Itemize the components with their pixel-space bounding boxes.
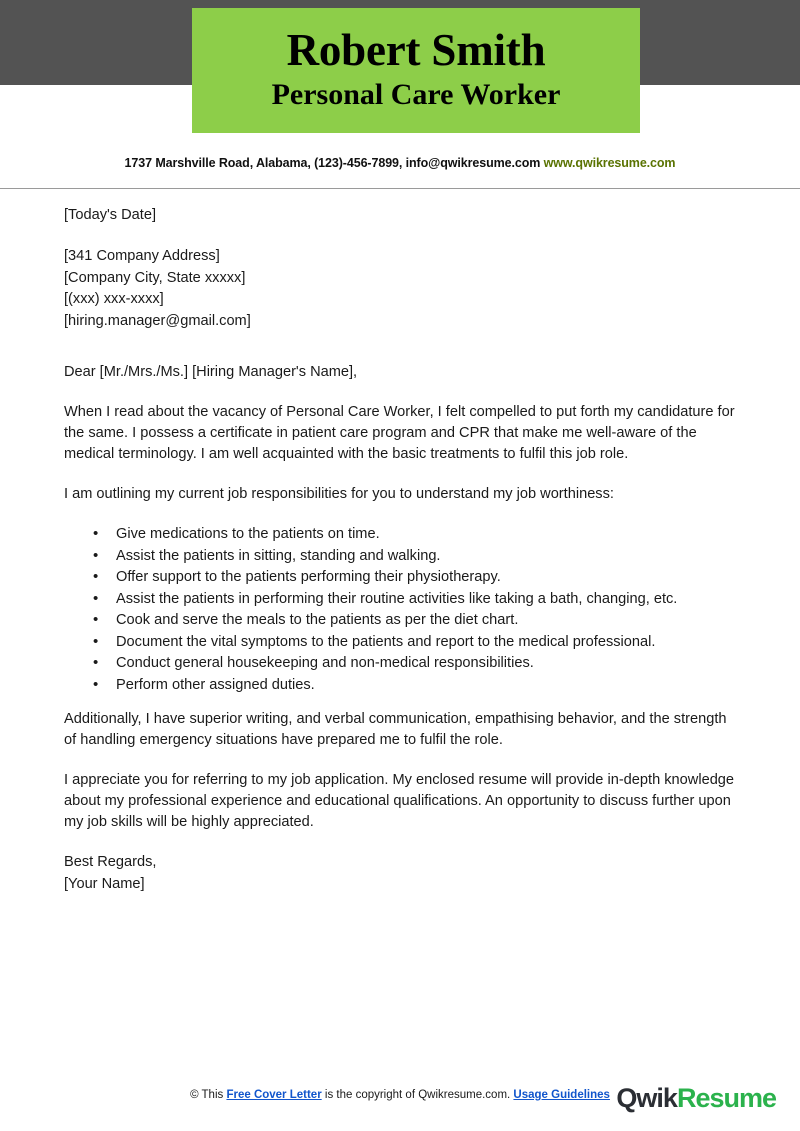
qwikresume-logo[interactable]	[616, 1083, 776, 1114]
address-line: [Company City, State xxxxx]	[64, 269, 246, 286]
duties-list	[64, 524, 736, 696]
recipient-address-block	[64, 246, 736, 332]
page-title: Robert Smith	[286, 25, 546, 76]
signoff-text: Best Regards,	[64, 854, 157, 870]
salutation: Dear [Mr./Mrs./Ms.] [Hiring Manager's Name],	[64, 364, 358, 380]
address-line: [(xxx) xxx-xxxx]	[64, 291, 164, 307]
address-line: [hiring.manager@gmail.com]	[64, 312, 251, 329]
contact-details-text: 1737 Marshville Road, Alabama, (123)-456-7899, info@qwikresume.com	[124, 156, 541, 170]
name-title-block	[192, 8, 640, 133]
signoff-block	[64, 852, 736, 895]
list-item: • Document the vital symptoms to the patients and report to the medical professional.	[64, 632, 736, 654]
usage-guidelines-link[interactable]: Usage Guidelines	[513, 1089, 610, 1101]
list-item: • Conduct general housekeeping and non-medical responsibilities.	[64, 653, 736, 675]
document-header	[0, 0, 800, 188]
intro-paragraph: When I read about the vacancy of Personal Care Worker, I felt compelled to put forth my candidature for the same. I possess a certificate in patient care program and CPR that make me well-aware of the medical terminology. I am well acquainted with the basic treatments to fulfil this job role.	[64, 404, 735, 462]
free-cover-letter-link[interactable]: Free Cover Letter	[226, 1089, 322, 1101]
header-divider	[0, 188, 800, 189]
closing-paragraph: I appreciate you for referring to my job application. My enclosed resume will provide in-depth knowledge about my professional experience and educational qualifications. An opportunity to discuss further upon my job skills will be highly appreciated.	[64, 772, 735, 830]
address-line: [341 Company Address]	[64, 248, 220, 264]
list-item: • Assist the patients in sitting, standing and walking.	[64, 546, 736, 568]
date-placeholder: [Today's Date]	[64, 207, 157, 223]
list-item: • Cook and serve the meals to the patients as per the diet chart.	[64, 610, 736, 632]
job-title: Personal Care Worker	[271, 78, 561, 112]
signature-name: [Your Name]	[64, 875, 145, 892]
website-link[interactable]: www.qwikresume.com	[543, 156, 676, 170]
cover-letter-body	[64, 205, 736, 895]
copyright-middle: is the copyright of Qwikresume.com.	[321, 1089, 514, 1101]
contact-info-line	[0, 156, 800, 170]
document-footer	[0, 1075, 800, 1131]
copyright-prefix: © This	[190, 1089, 227, 1101]
additional-paragraph: Additionally, I have superior writing, and verbal communication, empathising behavior, and the strength of handling emergency situations have prepared me to fulfil the role.	[64, 711, 727, 748]
logo-text-resume: Resume	[676, 1083, 776, 1113]
list-item: • Assist the patients in performing their routine activities like taking a bath, changing, etc.	[64, 589, 736, 611]
list-item: • Perform other assigned duties.	[64, 675, 736, 697]
logo-text-qwik: Qwik	[616, 1083, 677, 1113]
list-item: • Offer support to the patients performing their physiotherapy.	[64, 567, 736, 589]
list-item: • Give medications to the patients on time.	[64, 524, 736, 546]
duties-intro-paragraph: I am outlining my current job responsibilities for you to understand my job worthiness:	[64, 486, 614, 502]
